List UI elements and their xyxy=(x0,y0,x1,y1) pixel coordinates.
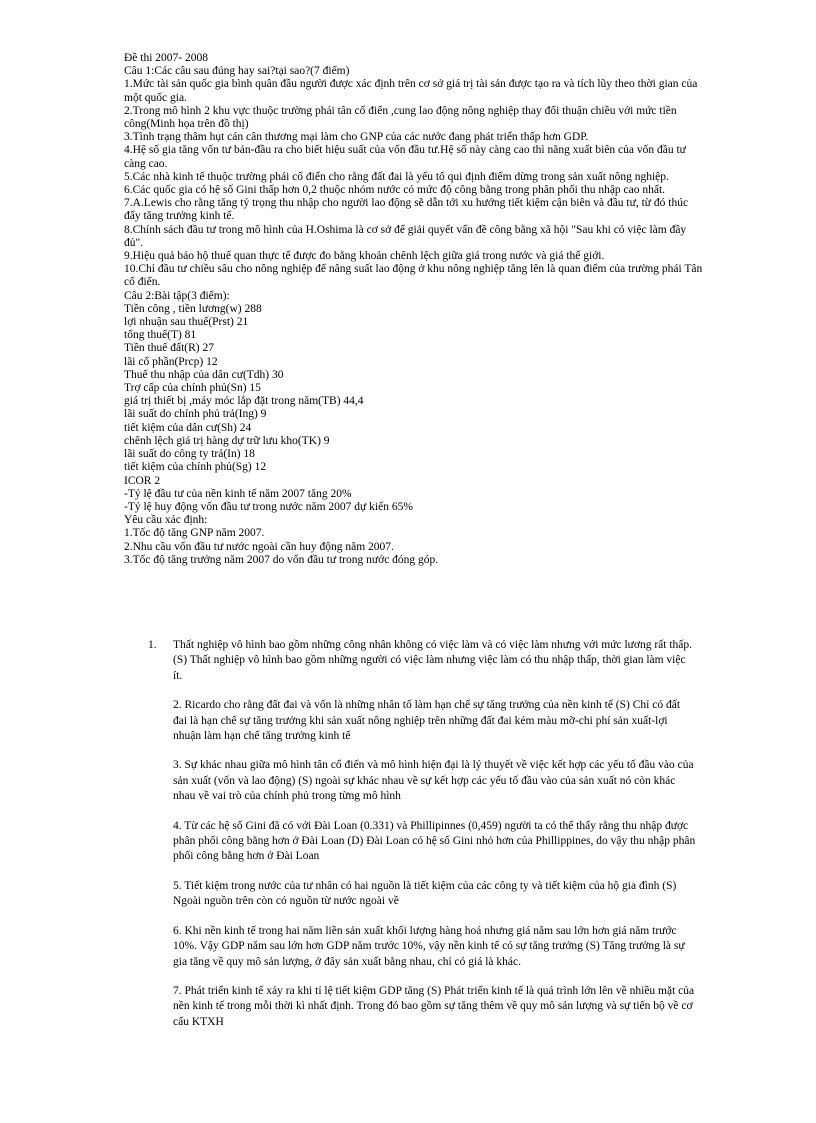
answer-item xyxy=(124,924,696,970)
answer-number: 1. xyxy=(148,639,157,651)
q1-item: 6.Các quốc gia có hệ số Gini thấp hơn 0,2 thuộc nhóm nước có mức độ công bằng trong phân phối thu nhập cao nhất. xyxy=(124,184,666,197)
requirement-item: 2.Nhu cầu vốn đầu tư nước ngoài cần huy động năm 2007. xyxy=(124,540,394,553)
q1-item: 5.Các nhà kinh tế thuộc trường phái cổ điển cho rằng đất đai là yếu tố qui định điểm dừng trong sản xuất nông nghiệp. xyxy=(124,170,669,183)
data-line: Trợ cấp của chính phủ(Sn) 15 xyxy=(124,382,261,395)
data-line: ICOR 2 xyxy=(124,474,161,487)
exam-title: Đề thi 2007- 2008 xyxy=(124,52,209,64)
data-line: tiết kiệm của dân cư(Sh) 24 xyxy=(124,421,252,434)
data-line: Thuế thu nhập của dân cư(Tdh) 30 xyxy=(124,368,284,381)
data-line: -Tỷ lệ huy động vốn đầu tư trong nước năm 2007 dự kiến 65% xyxy=(124,500,413,513)
data-line: giá trị thiết bị ,máy móc lắp đặt trong năm(TB) 44,4 xyxy=(124,395,364,408)
data-line: lợi nhuận sau thuế(Prst) 21 xyxy=(124,316,249,329)
data-line: chênh lệch giá trị hàng dự trữ lưu kho(TK) 9 xyxy=(124,434,330,447)
requirements-heading: Yêu cầu xác định: xyxy=(124,514,208,527)
question-1-heading: Câu 1:Các câu sau đúng hay sai?tại sao?(7 điểm) xyxy=(124,65,350,78)
requirement-item: 1.Tốc độ tăng GNP năm 2007. xyxy=(124,527,265,540)
q1-item: 3.Tình trạng thâm hụt cán cân thương mại làm cho GNP của các nước đang phát triển thấp hơn GDP. xyxy=(124,131,589,144)
data-line: tổng thuế(T) 81 xyxy=(124,329,197,342)
answer-text: Thất nghiệp vô hình bao gồm những công nhân không có việc làm và có việc làm nhưng với mức lương rất thấp.(S) Thất nghiệp vô hình bao gồm những người có việc làm nhưng việc làm có thu nhập thấp, thời gian làm việc ít. xyxy=(173,639,693,682)
answer-item xyxy=(124,984,696,1030)
answer-item xyxy=(124,698,696,744)
q1-item: 7.A.Lewis cho rằng tăng tỷ trọng thu nhập cho người lao động sẽ dẫn tới xu hướng tiết kiệm cận biên và đầu tư, từ đó thúc đẩy tăng trưởng kinh tế. xyxy=(124,197,689,223)
answer-item xyxy=(124,819,696,865)
answer-text: 2. Ricardo cho rằng đất đai và vốn là những nhân tố làm hạn chế sự tăng trưởng của nền kinh tế (S) Chỉ có đất đai là hạn chế sự tăng trưởng khi sản xuất nông nghiệp trên những đất đai kém màu mỡ-chi phí sản xuất-lợi nhuận làm hạn chế tăng trưởng kinh tế xyxy=(173,699,681,743)
data-line: tiết kiệm của chính phủ(Sg) 12 xyxy=(124,461,267,474)
data-line: Tiền thuế đất(R) 27 xyxy=(124,342,214,355)
q1-item: 1.Mức tài sản quốc gia bình quân đầu người được xác định trên cơ sở giá trị tài sản được tạo ra và tích lũy theo thời gian của một quốc gia. xyxy=(124,78,698,104)
q1-item: 4.Hệ số gia tăng vốn tư bản-đầu ra cho biết hiệu suất của vốn đầu tư.Hệ số này càng cao thì năng xuất biên của vốn đầu tư càng cao. xyxy=(124,144,686,170)
q1-item: 10.Chỉ đầu tư chiều sâu cho nông nghiệp để nâng suất lao động ở khu nông nghiệp tăng lên là quan điểm của trường phái Tân cổ điển. xyxy=(124,263,703,289)
answer-text: 3. Sự khác nhau giữa mô hình tân cổ điển và mô hình hiện đại là lý thuyết về việc kết hợp các yếu tố đầu vào của sản xuất (vốn và lao động) (S) ngoài sự khác nhau về sự kết hợp các yếu tố đầu vào của sản xuất nó còn khác nhau về vai trò của chính phủ trong từng mô hình xyxy=(173,759,694,803)
requirement-item: 3.Tốc độ tăng trưởng năm 2007 do vốn đầu tư trong nước đóng góp. xyxy=(124,553,439,566)
data-line: lãi suất do công ty trả(In) 18 xyxy=(124,448,255,461)
answer-text: 4. Từ các hệ số Gini đã có với Đài Loan (0.331) và Phillipinnes (0,459) người ta có thể thấy rằng thu nhập được phân phối công bằng hơn ở Đài Loan (D) Đài Loan có hệ số Gini nhỏ hơn của Phillippines, do vậy thu nhập phân phối công bằng hơn ở Đài Loan xyxy=(173,819,696,863)
data-line: lãi cổ phần(Prcp) 12 xyxy=(124,355,218,368)
answer-item xyxy=(124,879,696,910)
data-line: -Tỷ lệ đầu tư của nền kinh tế năm 2007 tăng 20% xyxy=(124,487,352,500)
answer-item xyxy=(124,638,696,684)
answer-list xyxy=(124,638,696,1044)
data-line: Tiền công , tiền lương(w) 288 xyxy=(124,302,262,315)
q1-item: 8.Chính sách đầu tư trong mô hình của H.Oshima là cơ sở để giải quyết vấn đề công bằng xã hội "Sau khi có việc làm đầy đủ". xyxy=(124,223,687,249)
answer-text: 7. Phát triển kinh tế xảy ra khi tỉ lệ tiết kiệm GDP tăng (S) Phát triển kinh tế là quá trình lớn lên về nhiều mặt của nền kinh tế trong mỗi thời kì nhất định. Trong đó bao gồm sự tăng thêm về quy mô sản lượng và sự tiến bộ về cơ cấu KTXH xyxy=(173,984,695,1028)
answer-text: 5. Tiết kiệm trong nước của tư nhân có hai nguồn là tiết kiệm của các công ty và tiết kiệm của hộ gia đình (S) Ngoài nguồn trên còn có nguồn từ nước ngoài về xyxy=(173,879,677,908)
q1-item: 9.Hiệu quả bảo hộ thuế quan thực tế được đo bằng khoản chênh lệch giữa giá trong nước và giá thế giới. xyxy=(124,250,605,263)
data-line: lãi suất do chính phủ trả(Ing) 9 xyxy=(124,408,267,421)
question-2-heading: Câu 2:Bài tập(3 điểm): xyxy=(124,289,230,302)
document-body xyxy=(124,52,704,567)
answer-text: 6. Khi nền kinh tế trong hai năm liền sản xuất khối lượng hàng hoá nhưng giá năm sau lớn hơn giá năm trước 10%. Vậy GDP năm sau lớn hơn GDP năm trước 10%, vậy nền kinh tế có sự tăng trưởng (S) Tăng trưởng là sự gia tăng về quy mô sản lượng, ở đây sản xuất bằng nhau, chỉ có giá là khác. xyxy=(173,924,685,968)
answer-item xyxy=(124,758,696,804)
q1-item: 2.Trong mô hình 2 khu vực thuộc trường phái tân cổ điển ,cung lao động nông nghiệp thay đổi thuận chiều với mức tiền công(Minh họa trên đồ thị) xyxy=(124,104,677,131)
